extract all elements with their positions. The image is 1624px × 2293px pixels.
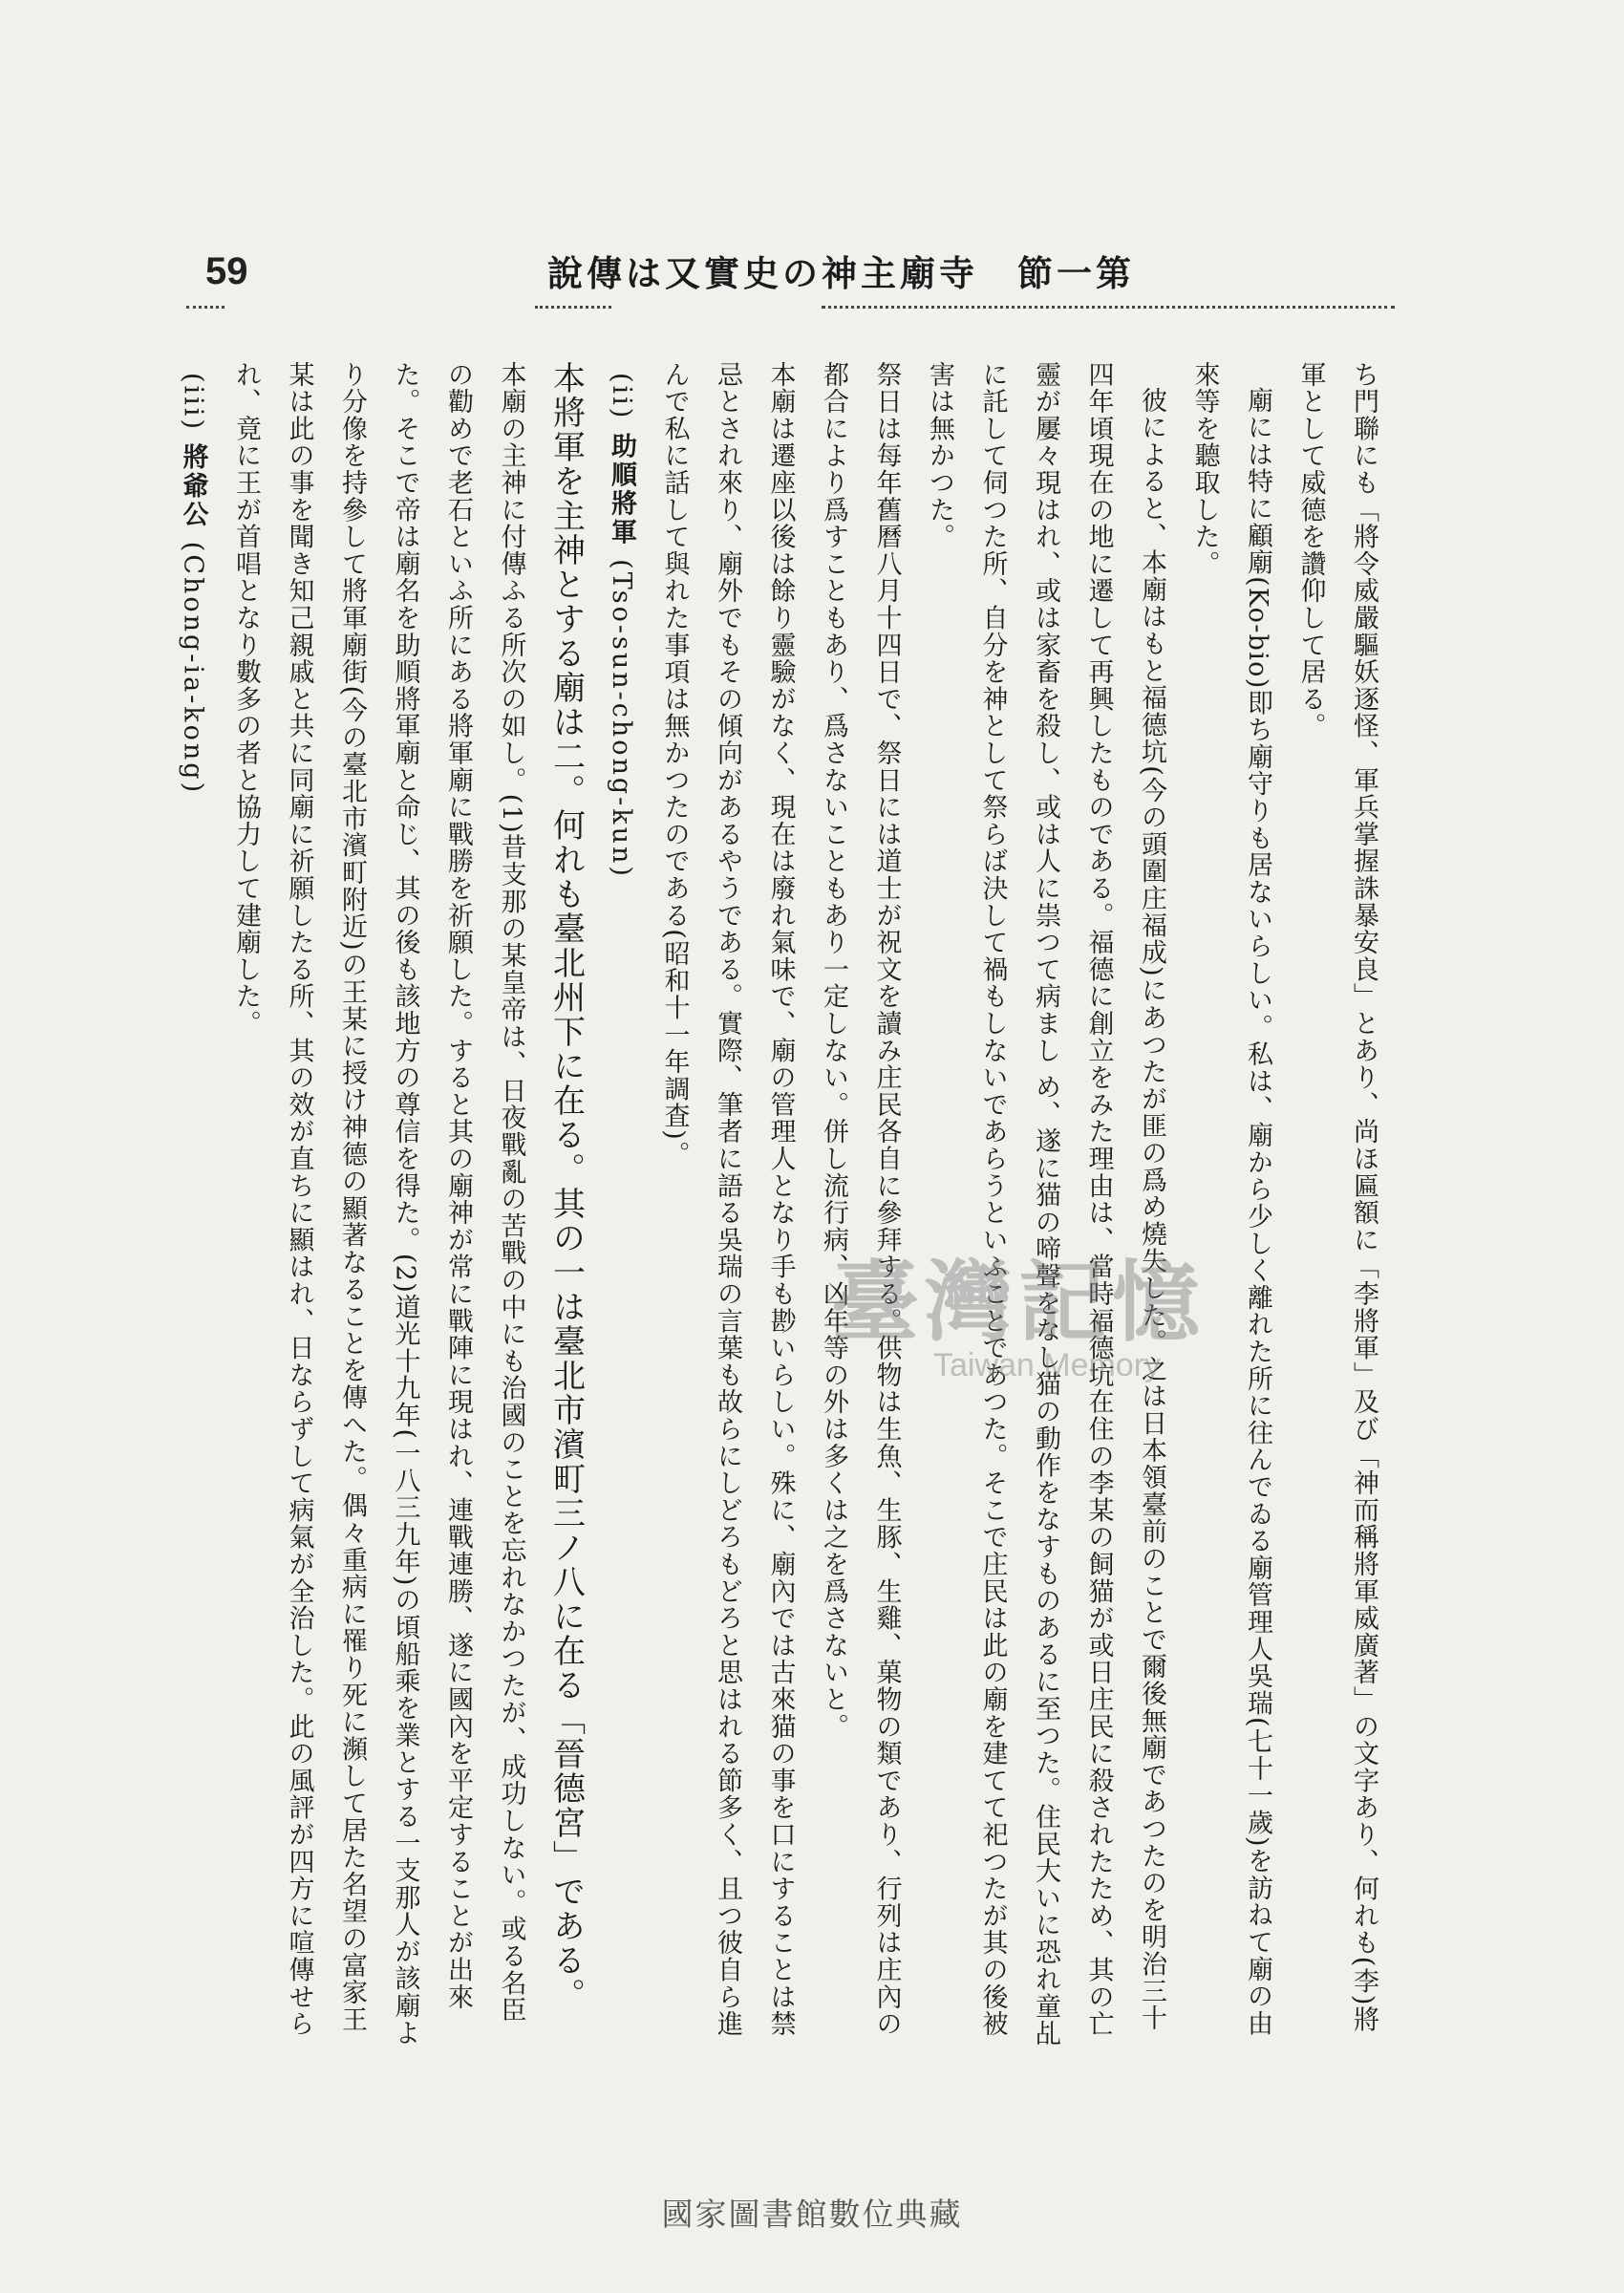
section-title: 助順將軍 (607, 432, 636, 547)
lead-line: 本將軍を主神とする廟は二。何れも臺北州下に在る。其の一は臺北市濱町三ノ八に在る「晉德宮」である。 (546, 361, 586, 2012)
section-number: (iii) (178, 373, 208, 432)
paragraph: 廟には特に顧廟(Ko-bio)即ち廟守りも居ないらしい。私は、廟から少しく離れた所に往んでゐる廟管理人吳瑞(七十一歲)を訪ねて廟の由來等を聽取した。 (1189, 361, 1272, 2037)
section-title: 將爺公 (178, 443, 208, 530)
section-number: (ii) (607, 373, 636, 421)
paragraph: 本廟は遷座以後は餘り靈驗がなく、現在は廢れ氣味で、廟の管理人となり手も尠いらしい。殊に、廟內では古來猫の事を口にすることは禁忌とされ來り、廟外でもその傾向があるやうである。實際、筆者に語る吳瑞の言葉も故らにしどろもどろと思はれる節多く、且つ彼自ら進んで私に話して與れた事項は無かつたのである(昭和十一年調査)。 (659, 361, 796, 2038)
paragraph: 祭日は每年舊曆八月十四日で、祭日には道士が祝文を讀み庄民各自に參拜する。供物は生魚、生豚、生雞、菓物の類であり、行列は庄內の都合により爲すこともあり、爲さないこともあり一定しない。併し流行病、凶年等の外は多くは之を爲さないと。 (819, 361, 902, 2038)
vertical-body-text (178, 361, 1390, 2047)
watermark-subtext: Taiwan Memory (932, 1347, 1162, 1383)
watermark-text: 臺灣記憶 (831, 1251, 1207, 1354)
header-rule (186, 306, 224, 309)
section-romanization: (Chong-ia-kong) (178, 541, 208, 796)
page-number: 59 (205, 250, 248, 292)
running-header: 第一節 寺廟主神の史實又は傳說 (547, 252, 1135, 294)
section-heading-iii (166, 373, 220, 2047)
footer-credit: 國家圖書館數位典藏 (661, 2196, 963, 2233)
section-heading-ii (595, 373, 649, 2047)
paragraph: 本廟の主神に付傳ふる所次の如し。(1)昔支那の某皇帝は、日夜戰亂の苦戰の中にも治國のことを忘れなかつたが、成功しない。或る名臣の勸めで老石といふ所にある將軍廟に戰勝を祈願した。すると其の廟神が常に戰陣に現はれ、連戰連勝、遂に國內を平定することが出來た。そこで帝は廟名を助順將軍廟と命じ、其の後も該地方の尊信を得た。(2)道光十九年(一八三九年)の頃船乘を業とする一支那人が該廟より分像を持參して將軍廟街(今の臺北市濱町附近)の王某に授け神德の顯著なることを傳へた。偶々重病に罹り死に瀕して居た名望の富家王某は此の事を聞き知己親戚と共に同廟に祈願したる所、其の效が直ちに顯はれ、日ならずして病氣が全治した。此の風評が四方に喧傳せられ、竟に王が首唱となり數多の者と協力して建廟した。 (231, 361, 526, 2047)
section-romanization: (Tso-sun-chong-kun) (607, 559, 636, 879)
paragraph: 彼によると、本廟はもと福德坑(今の頭圍庄福成)にあつたが匪の爲め燒失した。之は日本領臺前のことで爾後無廟であつたのを明治三十四年頃現在の地に遷して再興したものである。福德に創立をみた理由は、當時福德坑在住の李某の飼猫が或日庄民に殺されたため、其の亡靈が屢々現はれ、或は家畜を殺し、或は人に祟つて病まし め、遂に猫の啼聲をなし猫の動作をなすものあるに至つた。住民大いに恐れ童乩に託して伺つた所、自分を神として祭らば決して禍もしないであらうといふことであつた。そこで庄民は此の廟を建てて祀つたが其の後被害は無かつた。 (925, 361, 1166, 2047)
header-rule (535, 306, 611, 309)
header-rule (822, 306, 1395, 309)
paragraph: ち門聯にも「將令威嚴驅妖逐怪、軍兵掌握誅暴安良」とあり、尚ほ匾額に「李將軍」及び「神而稱將軍威廣著」の文字あり、何れも(李)將軍として威德を讚仰して居る。 (1295, 361, 1378, 2033)
